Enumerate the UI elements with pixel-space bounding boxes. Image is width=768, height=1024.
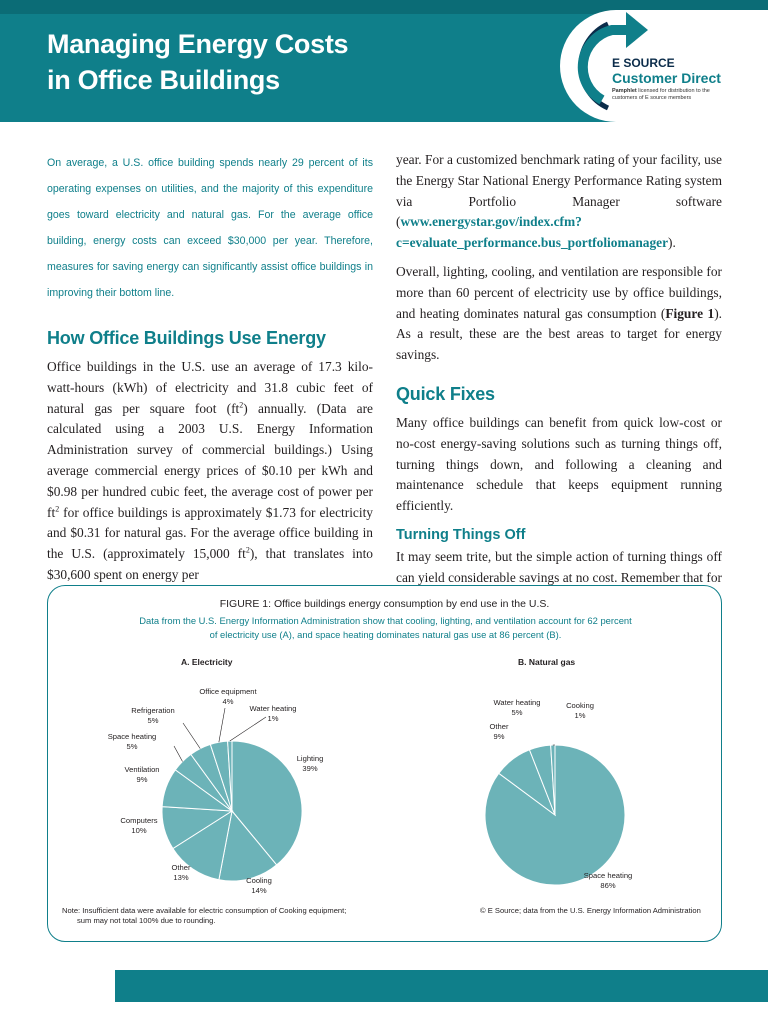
electricity-value-refrigeration: 5% (147, 716, 159, 725)
title-line-2: in Office Buildings (47, 65, 280, 95)
benchmark-text-a: year. For a customized benchmark rating of your facility, use the Energy Star National Energy Performance Rating system via Portfolio Manager software ( (396, 152, 722, 230)
electricity-label-computers: Computers (120, 816, 158, 825)
gas-label-water-heating: Water heating (493, 698, 541, 707)
electricity-label-lighting: Lighting (296, 754, 324, 763)
page-title (47, 26, 467, 98)
logo-product: Customer Direct (612, 70, 721, 86)
gas-label-other: Other (489, 722, 509, 731)
electricity-label-space-heating: Space heating (107, 732, 157, 741)
electricity-label-other: Other (171, 863, 191, 872)
title-line-1: Managing Energy Costs (47, 29, 349, 59)
benchmark-paragraph (396, 150, 722, 254)
usage-text-b: ) annually. (Data are calculated using a 2003 U.S. Energy Information Administration survey of commercial buildings.) Using average commercial energy prices of $0.10 per kWh and $0.98 per hundred cubic feet, the average cost of power per ft (47, 400, 374, 520)
figure-reference: Figure 1 (665, 305, 715, 321)
gas-value-other: 9% (493, 732, 505, 741)
subheading-turning-off: Turning Things Off (396, 526, 526, 543)
logo-brand: E SOURCE (612, 56, 675, 70)
overall-text-b: ). As a result, these are the best areas to target for energy savings. (396, 305, 723, 363)
section-heading-quick-fixes: Quick Fixes (396, 383, 495, 404)
gas-label-cooking: Cooking (566, 701, 594, 710)
logo-note-bold: Pamphlet (612, 88, 637, 94)
pie-chart-natural-gas (48, 586, 723, 943)
gas-label-space-heating: Space heating (583, 871, 633, 880)
gas-value-water-heating: 5% (511, 708, 523, 717)
superscript: 2 (239, 400, 244, 410)
electricity-value-lighting: 39% (302, 764, 318, 773)
gas-value-cooking: 1% (574, 711, 586, 720)
usage-text-c: for office buildings is approximately $1.73 for electricity and $0.31 for natural gas. For the average office building in the U.S. (approximately 15,000 ft (47, 504, 373, 562)
overall-text-a: Overall, lighting, cooling, and ventilation are responsible for more than 60 percent of electricity use by office buildings, and heating dominates natural gas consumption ( (396, 263, 722, 321)
electricity-label-refrigeration: Refrigeration (131, 706, 175, 715)
figure-note-line-2: sum may not total 100% due to rounding. (77, 916, 216, 925)
electricity-label-ventilation: Ventilation (124, 765, 160, 774)
left-column (47, 148, 373, 586)
electricity-label-water-heating: Water heating (249, 704, 297, 713)
electricity-value-space-heating: 5% (126, 742, 138, 751)
superscript: 2 (245, 545, 250, 555)
gas-value-space-heating: 86% (600, 881, 616, 890)
section-heading-usage: How Office Buildings Use Energy (47, 328, 326, 348)
figure-title: FIGURE 1: Office buildings energy consumption by end use in the U.S. (219, 598, 550, 610)
figure-box (47, 585, 722, 942)
electricity-value-water-heating: 1% (267, 714, 279, 723)
figure-note-line-1: Note: Insufficient data were available for electric consumption of Cooking equipment; (62, 906, 347, 915)
electricity-label-cooling: Cooling (246, 876, 272, 885)
superscript: 2 (55, 504, 60, 514)
quick-fixes-paragraph: Many office buildings can benefit from quick low-cost or no-cost energy-saving solutions such as turning things off, turning things down, and following a cleaning and maintenance schedule that keeps equipment running efficiently. (396, 414, 722, 514)
figure-subtitle: Data from the U.S. Energy Information Administration show that cooling, lighting, and ventilation account for 62 percent of electricity use (A), and space heating dominates natural gas use at 86 percent (B). (139, 615, 632, 640)
electricity-label-office-equipment: Office equipment (199, 687, 257, 696)
figure-note (62, 906, 382, 926)
benchmark-text-b: ). (668, 235, 676, 251)
logo-note-text: licensed for distribution to the customers of E source members (612, 88, 710, 101)
electricity-value-office-equipment: 4% (222, 697, 234, 706)
right-column (396, 150, 722, 609)
usage-text-a: Office buildings in the U.S. use an average of 17.3 kilo-watt-hours (kWh) of electricity and 31.8 cubic feet of natural gas per square foot (ft (47, 359, 373, 416)
pie-gas-title: B. Natural gas (518, 657, 576, 667)
usage-paragraph (47, 357, 373, 586)
footer-bar (115, 970, 768, 1002)
turning-off-paragraph: It may seem trite, but the simple action of turning things off can yield considerable savings at no cost. Remember that for (396, 548, 722, 585)
electricity-value-cooling: 14% (251, 886, 267, 895)
figure-source: © E Source; data from the U.S. Energy Information Administration (480, 906, 701, 915)
electricity-value-other: 13% (173, 873, 189, 882)
usage-text-d: ), that translates into $30,600 spent on energy per (47, 546, 373, 582)
overall-paragraph (396, 262, 722, 366)
electricity-value-ventilation: 9% (136, 775, 148, 784)
electricity-value-computers: 10% (131, 826, 147, 835)
logo-note (612, 88, 722, 101)
intro-paragraph: On average, a U.S. office building spends nearly 29 percent of its operating expenses on utilities, and the majority of this expenditure goes toward electricity and natural gas. For the average office building, energy costs can exceed $30,000 per year. Therefore, measures for saving energy can significantly assist office buildings in improving their bottom line. (47, 157, 373, 299)
energystar-link[interactable]: www.energystar.gov/index.cfm?c=evaluate_performance.bus_portfoliomanager (396, 214, 669, 251)
pie-electricity-title: A. Electricity (181, 657, 233, 667)
